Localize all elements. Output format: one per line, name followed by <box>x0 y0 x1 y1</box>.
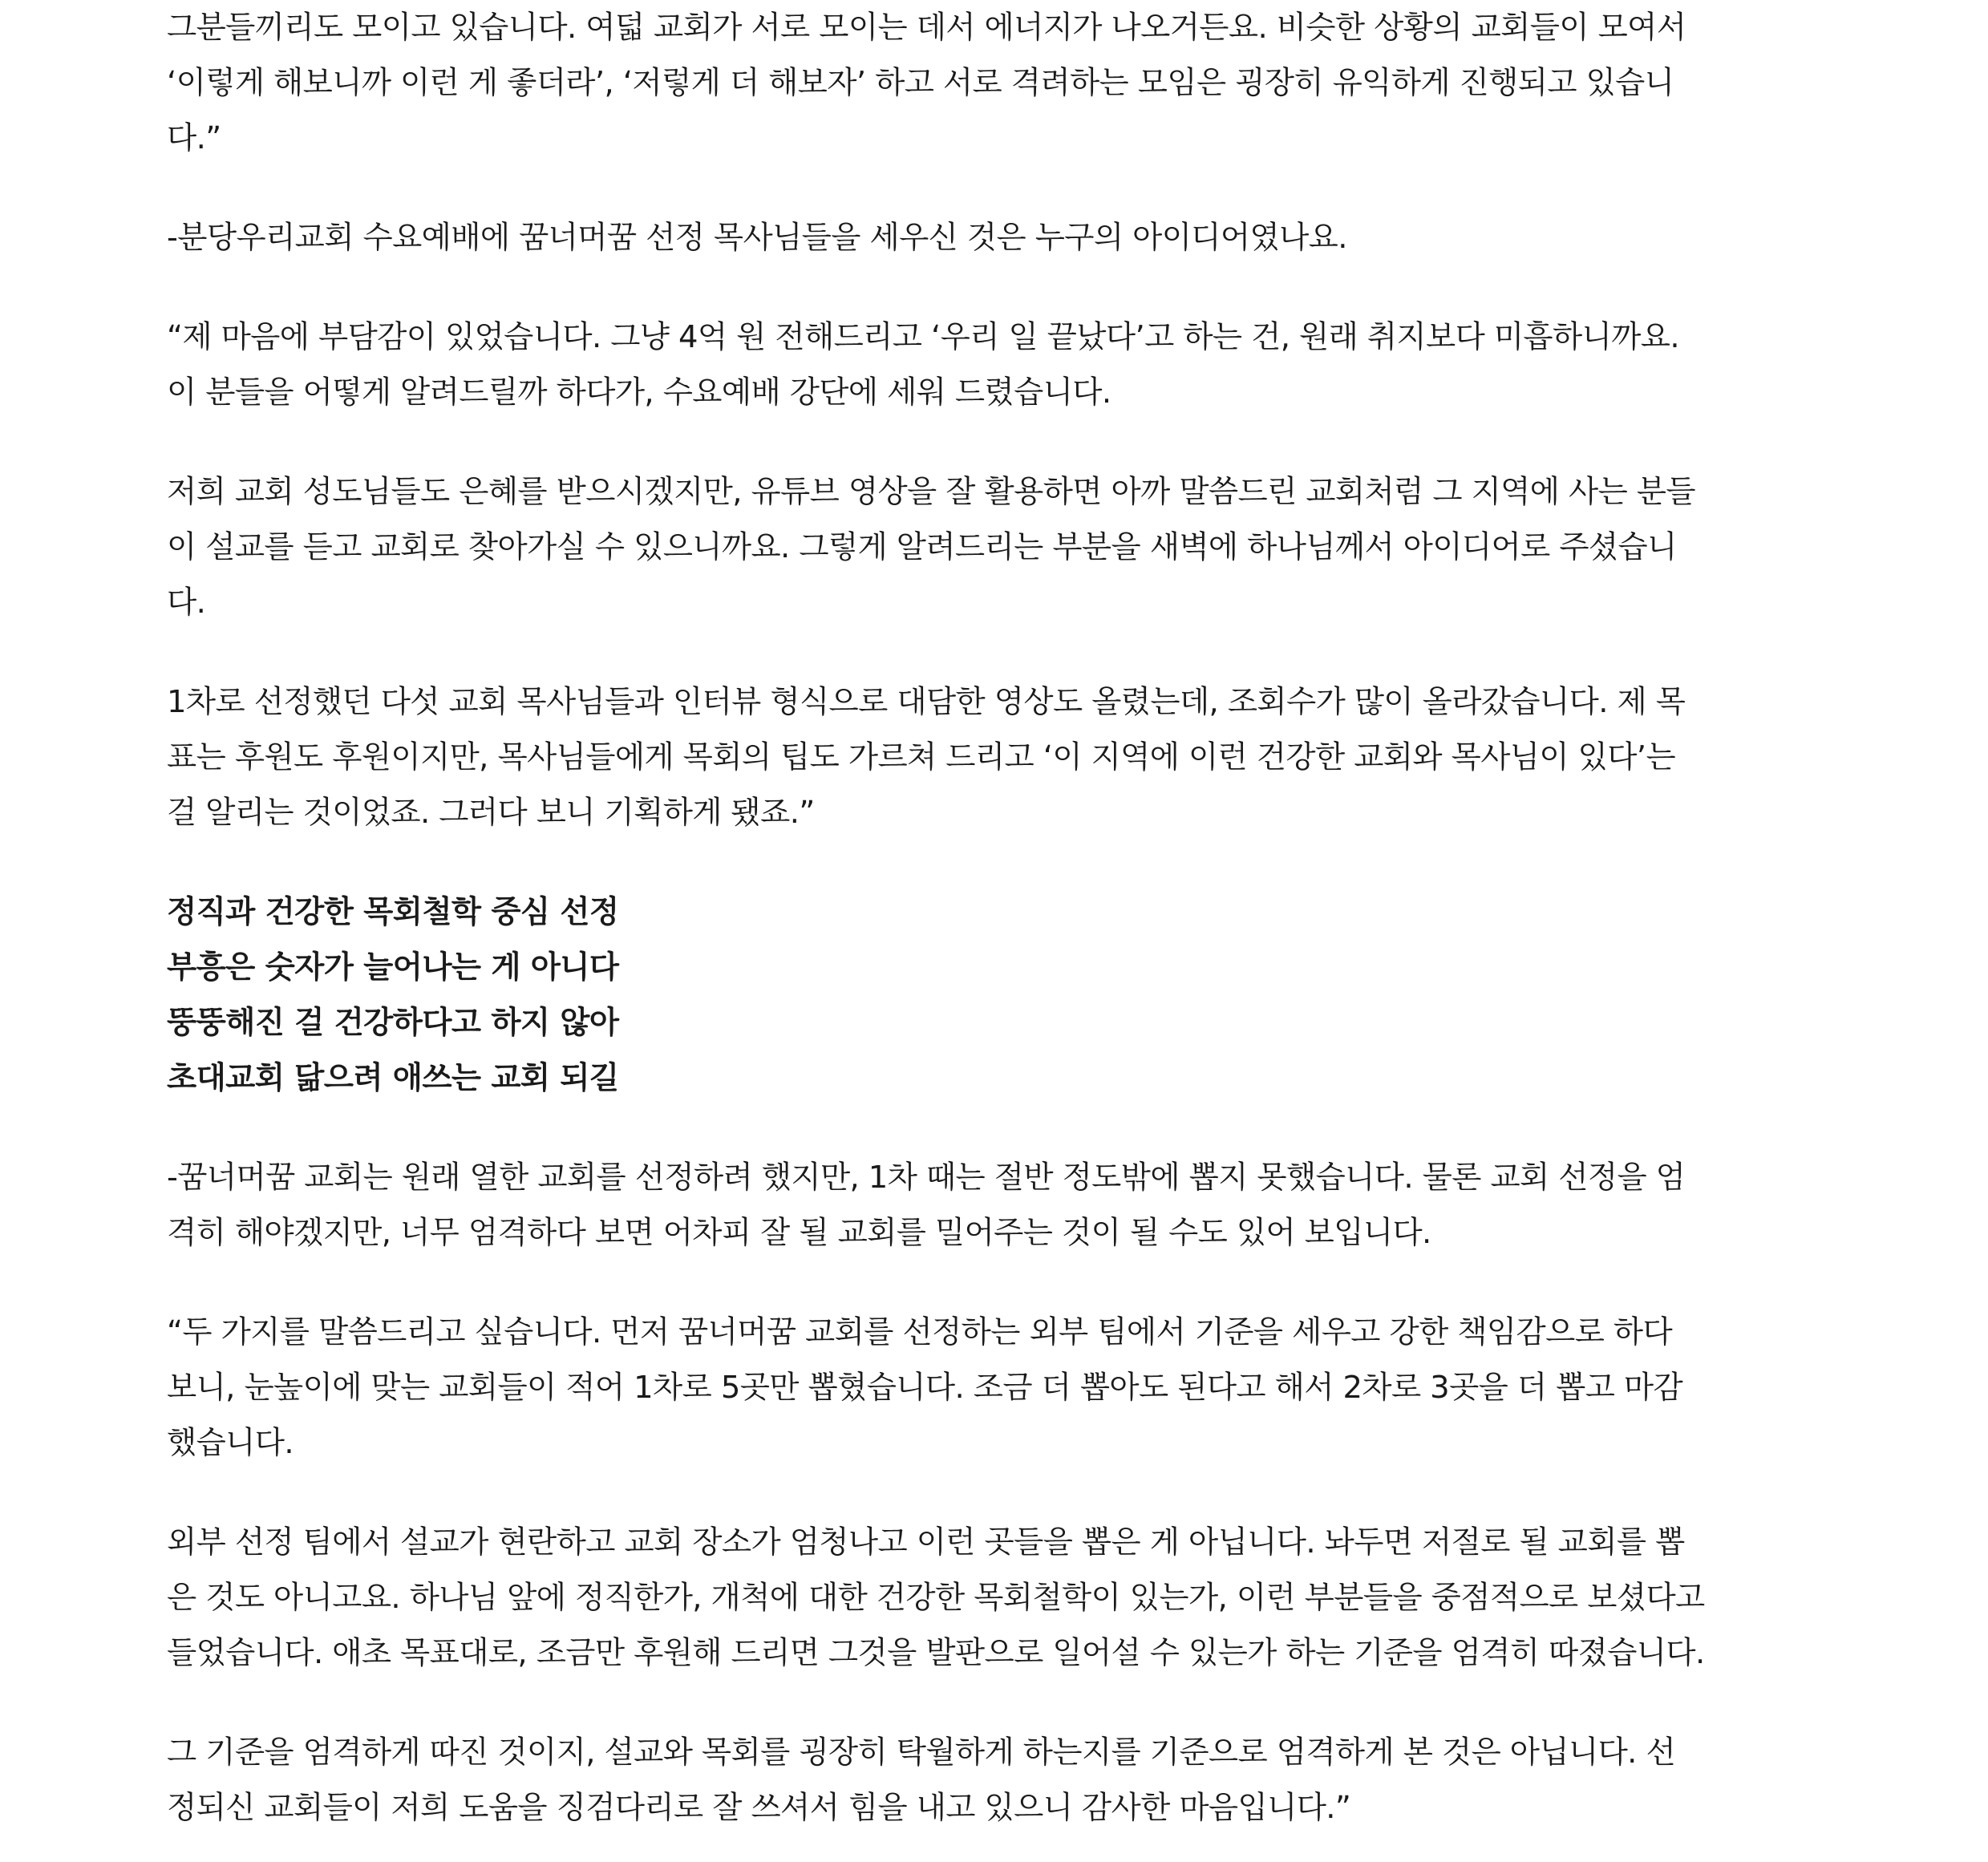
paragraph-8: 외부 선정 팀에서 설교가 현란하고 교회 장소가 엄청나고 이런 곳들을 뽑은 게 아닙니다. 놔두면 저절로 될 교회를 뽑 은 것도 아니고요. 하나님 앞에 정직한가, 개척에 대한 건강한 목회철학이 있는가, 이런 부분들을 중점적으로 보셨다고 들었습니다. 애초 목표대로, 조금만 후원해 드리면 그것을 발판으로 일어설 수 있는가 하는 기준을 엄격히 따졌습니다. <box>167 1524 1705 1671</box>
article-body <box>167 0 1835 1836</box>
paragraph-4: 저희 교회 성도님들도 은혜를 받으시겠지만, 유튜브 영상을 잘 활용하면 아까 말씀드린 교회처럼 그 지역에 사는 분들 이 설교를 듣고 교회로 찾아가실 수 있으니까요. 그렇게 알려드리는 부분을 새벽에 하나님께서 아이디어로 주셨습니 다. <box>167 474 1695 621</box>
paragraph-7: “두 가지를 말씀드리고 싶습니다. 먼저 꿈너머꿈 교회를 선정하는 외부 팀에서 기준을 세우고 강한 책임감으로 하다 보니, 눈높이에 맞는 교회들이 적어 1차로 5곳만 뽑혔습니다. 조금 더 뽑아도 된다고 해서 2차로 3곳을 더 뽑고 마감 했습니다. <box>167 1314 1683 1461</box>
subheading-4: 초대교회 닮으려 애쓰는 교회 되길 <box>167 1060 619 1096</box>
subheading-2: 부흥은 숫자가 늘어나는 게 아니다 <box>167 949 619 986</box>
paragraph-5: 1차로 선정했던 다섯 교회 목사님들과 인터뷰 형식으로 대담한 영상도 올렸는데, 조회수가 많이 올라갔습니다. 제 목 표는 후원도 후원이지만, 목사님들에게 목회의 팁도 가르쳐 드리고 ‘이 지역에 이런 건강한 교회와 목사님이 있다’는 걸 알리는 것이었죠. 그러다 보니 기획하게 됐죠.” <box>167 684 1686 831</box>
paragraph-3: “제 마음에 부담감이 있었습니다. 그냥 4억 원 전해드리고 ‘우리 일 끝났다’고 하는 건, 원래 취지보다 미흡하니까요. 이 분들을 어떻게 알려드릴까 하다가, 수요예배 강단에 세워 드렸습니다. <box>167 319 1680 411</box>
subheading-3: 뚱뚱해진 걸 건강하다고 하지 않아 <box>167 1005 619 1041</box>
subheading-1: 정직과 건강한 목회철학 중심 선정 <box>167 894 619 930</box>
paragraph-1: 그분들끼리도 모이고 있습니다. 여덟 교회가 서로 모이는 데서 에너지가 나오거든요. 비슷한 상황의 교회들이 모여서 ‘이렇게 해보니까 이런 게 좋더라’, ‘저렇게 더 해보자’ 하고 서로 격려하는 모임은 굉장히 유익하게 진행되고 있습니 다.” <box>167 10 1686 156</box>
question-paragraph-2: -분당우리교회 수요예배에 꿈너머꿈 선정 목사님들을 세우신 것은 누구의 아이디어였나요. <box>167 220 1347 256</box>
subheading-block <box>167 884 1835 1106</box>
question-paragraph-6: -꿈너머꿈 교회는 원래 열한 교회를 선정하려 했지만, 1차 때는 절반 정도밖에 뽑지 못했습니다. 물론 교회 선정을 엄 격히 해야겠지만, 너무 엄격하다 보면 어차피 잘 될 교회를 밀어주는 것이 될 수도 있어 보입니다. <box>167 1160 1686 1251</box>
paragraph-9: 그 기준을 엄격하게 따진 것이지, 설교와 목회를 굉장히 탁월하게 하는지를 기준으로 엄격하게 본 것은 아닙니다. 선 정되신 교회들이 저희 도움을 징검다리로 잘 쓰셔서 힘을 내고 있으니 감사한 마음입니다.” <box>167 1734 1676 1826</box>
